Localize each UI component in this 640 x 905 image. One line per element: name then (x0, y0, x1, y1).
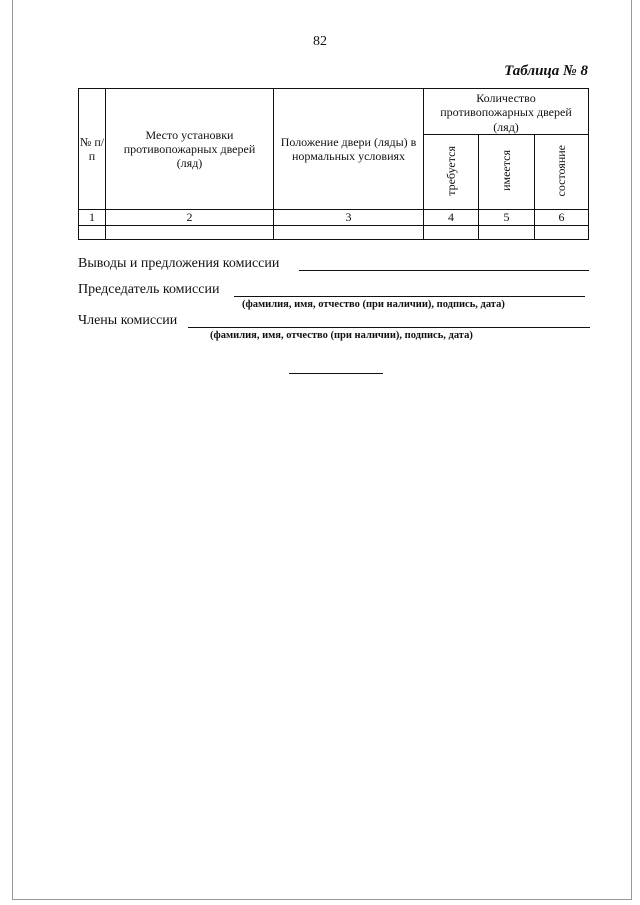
chairman-field[interactable] (234, 296, 585, 297)
column-number-4: 4 (424, 210, 479, 225)
end-separator (289, 373, 383, 374)
doors-table (78, 88, 589, 240)
header-condition-label: состояние (554, 144, 569, 197)
members-label: Члены комиссии (78, 313, 178, 328)
table-caption: Таблица № 8 (504, 63, 588, 79)
header-required-label: требуется (443, 145, 458, 196)
header-available-label: имеется (499, 150, 514, 191)
header-number (79, 89, 106, 210)
header-location-label: Место установки противопожарных дверей (ляд) (123, 127, 256, 171)
column-number-2: 2 (106, 210, 274, 225)
chairman-hint: (фамилия, имя, отчество (при наличии), подпись, дата) (242, 299, 505, 310)
page-number: 82 (313, 34, 327, 49)
table-cell (79, 225, 106, 239)
chairman-label: Председатель комиссии (78, 282, 220, 297)
table-numbering-row (79, 210, 589, 225)
header-quantity-group (424, 89, 589, 135)
header-position (274, 89, 424, 210)
column-number-6: 6 (535, 210, 589, 225)
table-cell (535, 225, 589, 239)
column-number-1: 1 (79, 210, 106, 225)
table-cell (424, 225, 479, 239)
table-empty-row (79, 225, 589, 239)
table-cell (106, 225, 274, 239)
header-location (106, 89, 274, 210)
header-condition (535, 135, 589, 210)
header-position-label: Положение двери (ляды) в нормальных условиях (280, 134, 417, 164)
column-number-3: 3 (274, 210, 424, 225)
conclusions-label: Выводы и предложения комиссии (78, 256, 280, 271)
table-cell (274, 225, 424, 239)
members-field[interactable] (188, 327, 590, 328)
header-number-label: № п/п (79, 134, 105, 164)
table-header-row-1 (79, 89, 589, 135)
header-quantity-label: Количество противопожарных дверей (ляд) (440, 91, 572, 134)
header-available (479, 135, 535, 210)
conclusions-field[interactable] (299, 270, 589, 271)
members-hint: (фамилия, имя, отчество (при наличии), подпись, дата) (210, 330, 473, 341)
header-required (424, 135, 479, 210)
table-cell (479, 225, 535, 239)
column-number-5: 5 (479, 210, 535, 225)
